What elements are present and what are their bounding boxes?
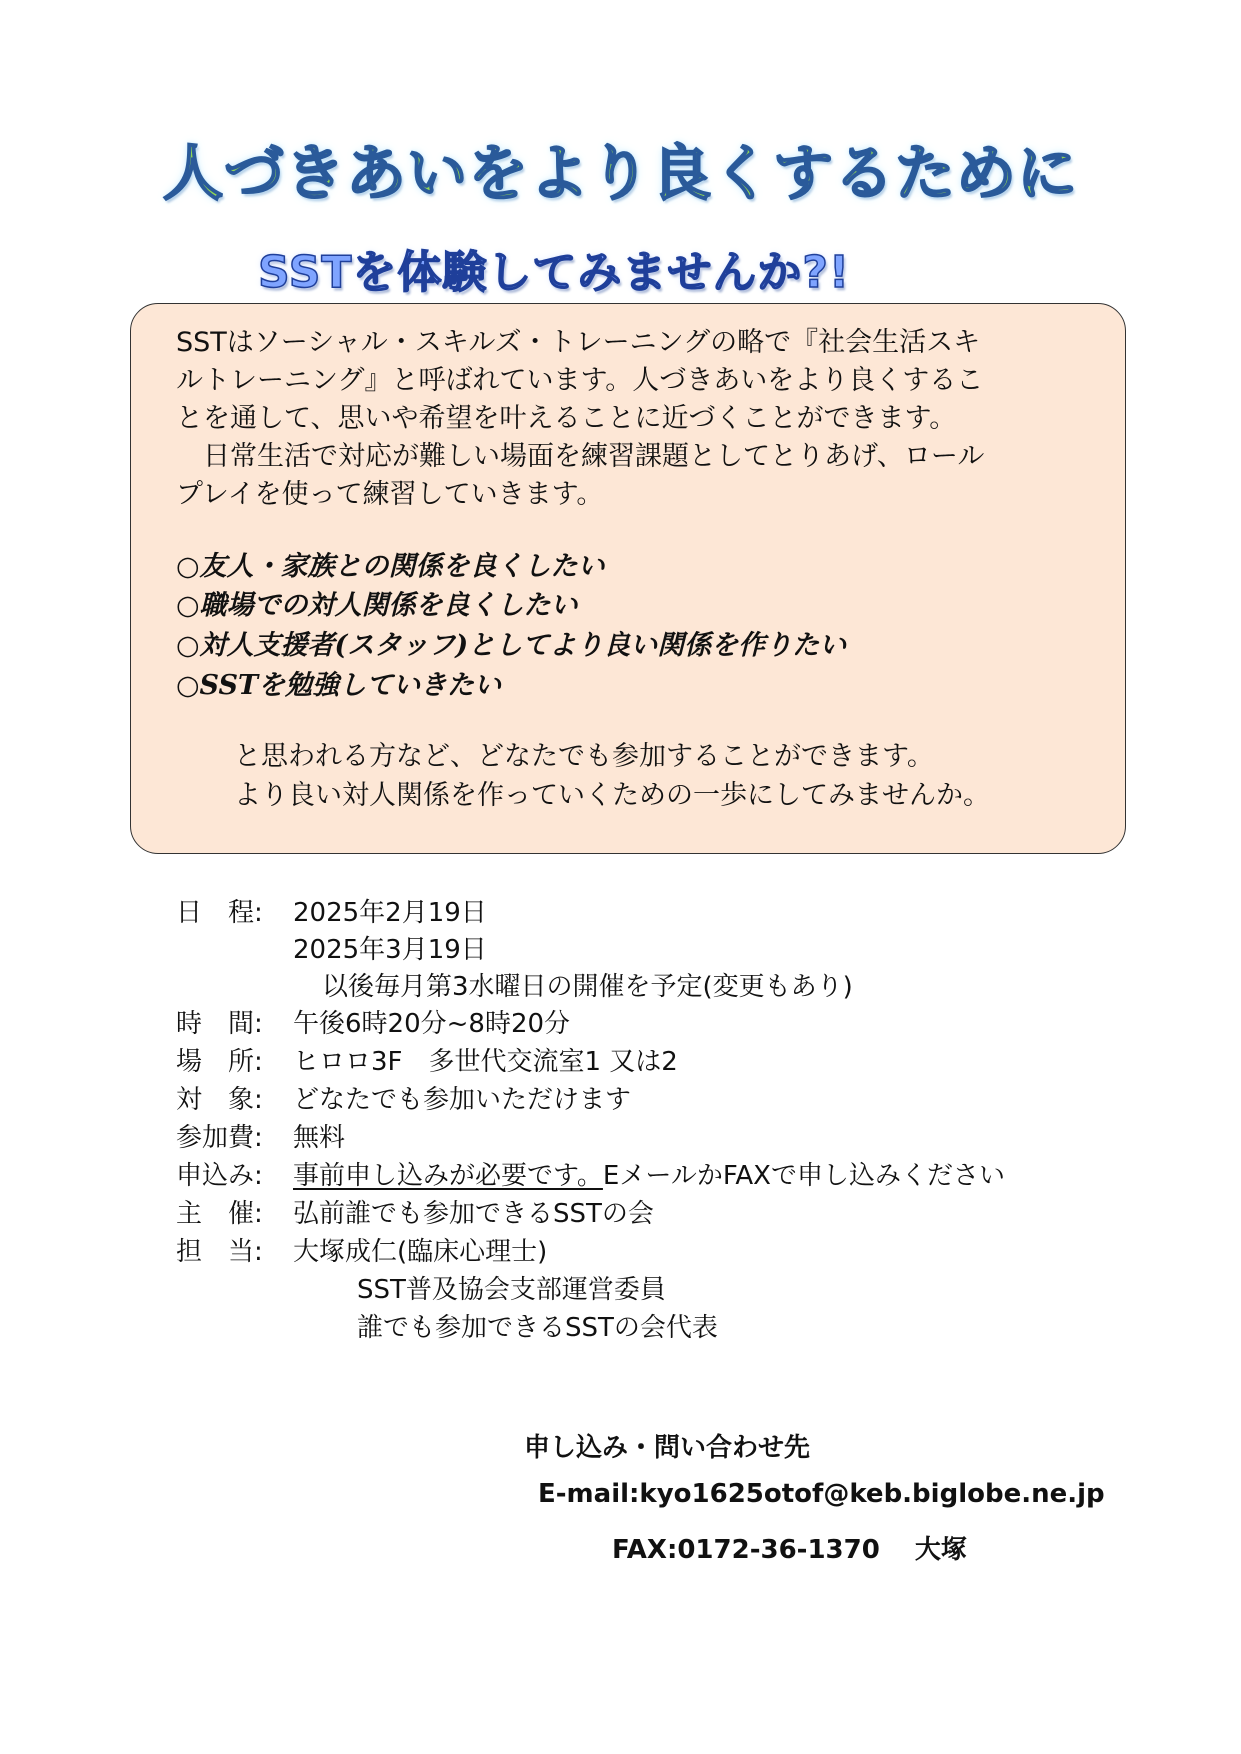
staff-label: 担 当: — [176, 1237, 263, 1267]
contact-fax: FAX:0172-36-1370 大塚 — [612, 1535, 967, 1565]
bullet-item: ○SSTを勉強していきたい — [176, 670, 502, 701]
fee-label: 参加費: — [176, 1123, 263, 1153]
bullet-item: ○職場での対人関係を良くしたい — [176, 590, 578, 621]
staff-role: 誰でも参加できるSSTの会代表 — [357, 1313, 718, 1343]
flyer-subtitle: SSTを体験してみませんか?! — [258, 247, 851, 298]
application-label: 申込み: — [176, 1161, 263, 1191]
time-label: 時 間: — [176, 1009, 263, 1039]
host-label: 主 催: — [176, 1199, 263, 1229]
contact-heading: 申し込み・問い合わせ先 — [524, 1433, 811, 1463]
intro-line: とを通して、思いや希望を叶えることに近づくことができます。 — [176, 403, 957, 434]
bullet-item: ○対人支援者(スタッフ)としてより良い関係を作りたい — [176, 630, 847, 661]
target-label: 対 象: — [176, 1085, 263, 1115]
intro-line: プレイを使って練習していきます。 — [176, 479, 604, 510]
host-value: 弘前誰でも参加できるSSTの会 — [293, 1199, 654, 1229]
target-value: どなたでも参加いただけます — [293, 1085, 632, 1115]
intro-line: ルトレーニング』と呼ばれています。人づきあいをより良くするこ — [176, 365, 984, 396]
time-value: 午後6時20分~8時20分 — [293, 1009, 571, 1039]
fee-value: 無料 — [293, 1123, 346, 1153]
place-value: ヒロロ3F 多世代交流室1 又は2 — [293, 1047, 678, 1077]
flyer-title: 人づきあいをより良くするために — [163, 139, 1078, 209]
intro-line: 日常生活で対応が難しい場面を練習課題としてとりあげ、ロール — [176, 441, 985, 472]
place-label: 場 所: — [176, 1047, 263, 1077]
contact-email: E-mail:kyo1625otof@keb.biglobe.ne.jp — [538, 1479, 1105, 1509]
schedule-date-2: 2025年3月19日 — [293, 935, 487, 965]
staff-role: SST普及協会支部運営委員 — [357, 1275, 666, 1305]
closing-line: と思われる方など、どなたでも参加することができます。 — [234, 741, 934, 772]
intro-line: SSTはソーシャル・スキルズ・トレーニングの略で『社会生活スキ — [176, 327, 981, 358]
application-value — [293, 1158, 1005, 1194]
application-required: 事前申し込みが必要です。 — [293, 1161, 603, 1191]
staff-name: 大塚成仁(臨床心理士) — [293, 1237, 548, 1267]
schedule-note: 以後毎月第3水曜日の開催を予定(変更もあり) — [322, 972, 853, 1002]
schedule-label: 日 程: — [176, 898, 263, 928]
application-method: EメールかFAXで申し込みください — [602, 1161, 1005, 1191]
schedule-date-1: 2025年2月19日 — [293, 898, 487, 928]
closing-line: より良い対人関係を作っていくための一歩にしてみませんか。 — [234, 780, 990, 811]
bullet-item: ○友人・家族との関係を良くしたい — [176, 551, 605, 582]
